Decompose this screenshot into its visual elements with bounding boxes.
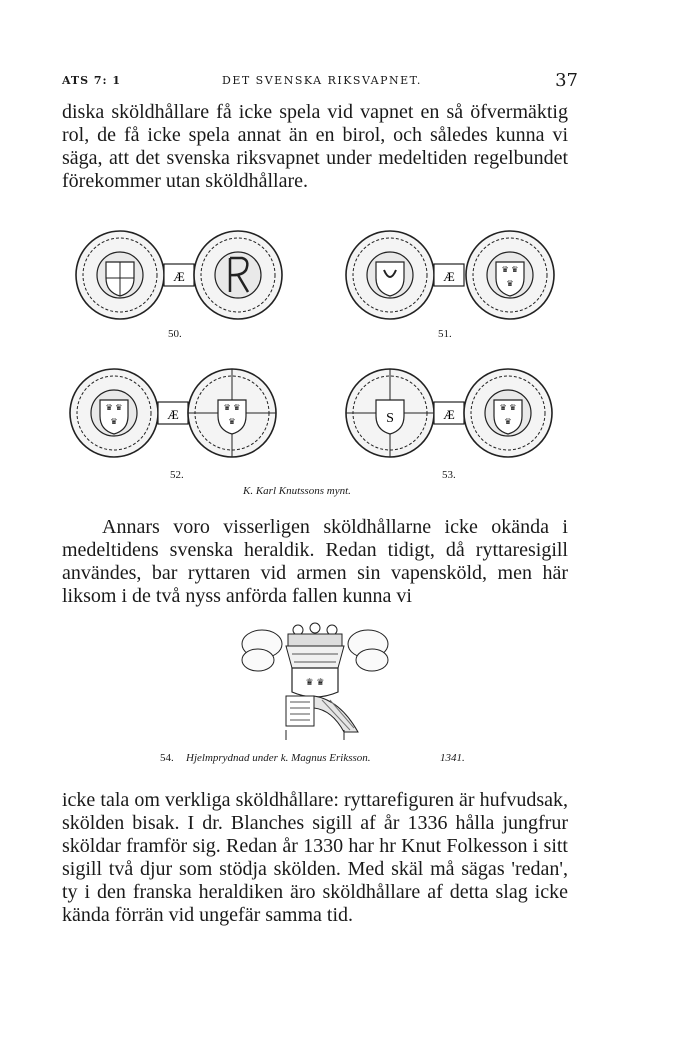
svg-text:♛: ♛ [110,417,118,426]
svg-text:♛: ♛ [506,279,514,288]
paragraph-1: diska sköldhållare få icke spela vid vapnet en så öfvermäktig rol, de få icke spela annat än en birol, och således kunna vi säga, att det svenska riksvapnet under medeltiden regelbundet förekommer utan sköldhållare. [62,101,568,192]
svg-text:♛ ♛: ♛ ♛ [499,403,517,412]
page-number: 37 [555,70,578,91]
silver-mark-52: Æ [167,407,179,422]
coin-53-obverse [346,369,434,457]
running-head [62,70,578,92]
coin-figure-50 [70,220,290,330]
figure-number-54: 54. [160,752,174,764]
svg-text:♛ ♛: ♛ ♛ [105,403,123,412]
silver-mark-53: Æ [443,407,455,422]
figure-54-year: 1341. [440,752,465,764]
plume-left [242,630,282,671]
paragraph-2: Annars voro visserligen sköldhållarne icke okända i medeltidens svenska heraldik. Redan tidigt, då ryttaresigill användes, bar ryttaren vid armen sin vapensköld, men här liksom i de två nyss anförda fallen kunna vi [62,516,568,607]
crown [286,623,344,668]
paragraph-3: icke tala om verkliga sköldhållare: ryttarefiguren är hufvudsak, skölden bisak. I dr. Blanches sigill af år 1336 hålla jungfrur sköldar framför sig. Redan år 1330 har hr Knut Folkesson i sitt sigill två djur som stödja skölden. Med skäl må sägas 'redan', ty i den franska heraldiken äro sköldhållare af detta slag icke kända förrän vid ungefär samma tid. [62,789,568,926]
figure-number-52: 52. [170,469,184,481]
coin-figure-52 [62,358,284,468]
svg-text:♛ ♛: ♛ ♛ [305,678,325,688]
figure-number-53: 53. [442,469,456,481]
running-title: DET SVENSKA RIKSVAPNET. [222,74,422,87]
svg-text:S: S [386,411,394,426]
silver-mark-50: Æ [173,269,185,284]
coin-51-obverse [346,231,434,319]
svg-text:♛ ♛: ♛ ♛ [501,265,519,274]
coin-52-obverse [70,369,158,457]
figure-54-caption: Hjelmprydnad under k. Magnus Eriksson. [186,752,371,764]
figure-number-51: 51. [438,328,452,340]
coin-figure-53 [340,358,562,468]
silver-mark-51: Æ [443,269,455,284]
coin-51-reverse [466,231,554,319]
signature-mark: ATS 7: 1 [62,74,122,87]
coin-figure-51 [340,220,562,330]
svg-text:♛ ♛: ♛ ♛ [223,403,241,412]
svg-text:♛: ♛ [228,417,236,426]
coin-caption: K. Karl Knutssons mynt. [243,485,351,497]
plume-right [348,630,388,671]
helmet-crest-figure [240,620,390,740]
figure-number-50: 50. [168,328,182,340]
coin-53-reverse [464,369,552,457]
svg-text:♛: ♛ [504,417,512,426]
coin-50-obverse [76,231,164,319]
coin-52-reverse [188,369,276,457]
coin-50-reverse [194,231,282,319]
helmet [286,668,358,732]
